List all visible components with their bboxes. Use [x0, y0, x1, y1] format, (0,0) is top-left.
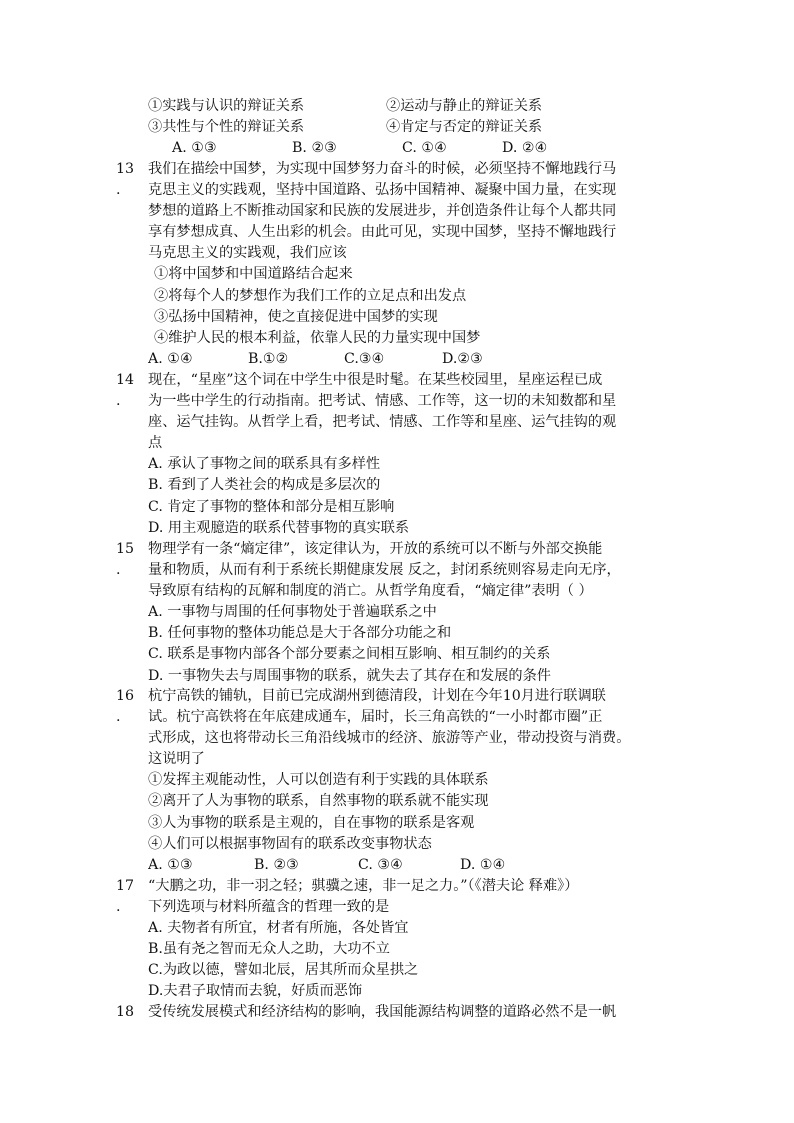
- answer-a: A. ①④: [148, 350, 193, 367]
- question-body: [148, 686, 680, 876]
- question-number: 15 .: [116, 541, 135, 579]
- option-item: ①发挥主观能动性，人可以创造有利于实践的具体联系: [148, 772, 489, 789]
- q12-item-2: ②运动与静止的辩证关系: [386, 98, 543, 114]
- option-item: ③人为事物的联系是主观的，自在事物的联系是客观: [148, 814, 475, 831]
- question-body: [148, 370, 680, 539]
- option-c: C.为政以德，譬如北辰，居其所而众星拱之: [148, 962, 419, 979]
- stem-line: 式形成，这也将带动长三角沿线城市的经济、旅游等产业，带动投资与消费。: [148, 730, 631, 747]
- answer-c: C.③④: [344, 350, 385, 367]
- answer-c: C. ③④: [358, 856, 403, 873]
- option-b: B. 看到了人类社会的构成是多层次的: [148, 477, 381, 494]
- option-item: ②离开了人为事物的联系，自然事物的联系就不能实现: [148, 793, 489, 810]
- answer-b: B. ②③: [254, 856, 299, 873]
- stem-line: 现在，“星座”这个词在中学生中很是时髦。在某些校园里，星座运程已成: [148, 372, 603, 388]
- question-number: 13 .: [116, 161, 135, 199]
- stem-line: 下列选项与材料所蕴含的哲理一致的是: [148, 899, 390, 916]
- stem-line: 我们在描绘中国梦，为实现中国梦努力奋斗的时候，必须坚持不懈地践行马: [148, 161, 617, 177]
- option-item: ③弘扬中国精神，使之直接促进中国梦的实现: [154, 308, 438, 325]
- stem-line: 梦想的道路上不断推动国家和民族的发展进步，并创造条件让每个人都共同: [148, 203, 617, 220]
- question-body: [148, 876, 680, 1003]
- option-item: ①将中国梦和中国道路结合起来: [154, 266, 353, 283]
- stem-line: 杭宁高铁的铺轨，目前已完成湖州到德清段，计划在今年10月进行联调联: [148, 688, 606, 704]
- option-item: ④维护人民的根本利益，依靠人民的力量实现中国梦: [154, 329, 481, 346]
- answer-d: D. ①④: [460, 856, 506, 873]
- q12-items-row-2: [148, 117, 678, 138]
- option-c: C. 肯定了事物的整体和部分是相互影响: [148, 498, 395, 515]
- q12-item-3: ③共性与个性的辩证关系: [148, 119, 305, 136]
- stem-line: 受传统发展模式和经济结构的影响，我国能源结构调整的道路必然不是一帆: [148, 1004, 617, 1020]
- question-number: 18: [116, 1004, 135, 1020]
- answer-a: A. ①③: [148, 856, 193, 873]
- q12-answer-d: D. ②④: [502, 140, 548, 157]
- question-number: 14 .: [116, 372, 135, 410]
- stem-line: 这说明了: [148, 751, 205, 768]
- question-body: [148, 539, 680, 687]
- option-b: B. 任何事物的整体功能总是大于各部分功能之和: [148, 625, 452, 642]
- stem-line: 享有梦想成真、人生出彩的机会。由此可见，实现中国梦，坚持不懈地践行: [148, 224, 617, 241]
- option-a: A. 一事物与周围的任何事物处于普遍联系之中: [148, 604, 437, 621]
- option-a: A. 承认了事物之间的联系具有多样性: [148, 456, 381, 473]
- option-item: ④人们可以根据事物固有的联系改变事物状态: [148, 835, 432, 852]
- stem-line: 座、运气挂钩。从哲学上看，把考试、情感、工作等和星座、运气挂钩的观: [148, 414, 617, 431]
- option-item: ②将每个人的梦想作为我们工作的立足点和出发点: [154, 287, 467, 304]
- option-d: D. 一事物失去与周围事物的联系，就失去了其存在和发展的条件: [148, 667, 551, 684]
- stem-line: 克思主义的实践观，坚持中国道路、弘扬中国精神、凝聚中国力量，在实现: [148, 182, 617, 199]
- q12-answer-c: C. ①④: [402, 140, 447, 157]
- q12-tail: [148, 96, 678, 159]
- q12-answer-row: [148, 138, 678, 159]
- q12-items-row-1: [148, 96, 678, 117]
- question-body: [148, 1002, 680, 1023]
- q12-item-4: ④肯定与否定的辩证关系: [386, 119, 543, 136]
- stem-line: “大鹏之功，非一羽之轻；骐骥之速，非一足之力。”（《潜夫论 释难》）: [148, 878, 579, 894]
- q12-answer-b: B. ②③: [292, 140, 337, 157]
- stem-line: 点: [148, 435, 163, 452]
- option-c: C. 联系是事物内部各个部分要素之间相互影响、相互制约的关系: [148, 646, 551, 663]
- option-a: A. 夫物者有所宜，材者有所施，各处皆宜: [148, 920, 409, 937]
- question-number: 17 .: [116, 878, 135, 916]
- answer-b: B.①②: [248, 350, 289, 367]
- answer-row: [148, 349, 680, 370]
- option-d: D. 用主观臆造的联系代替事物的真实联系: [148, 519, 410, 536]
- answer-d: D.②③: [442, 350, 483, 367]
- question-number: 16 .: [116, 688, 135, 726]
- q12-answer-a: A. ①③: [172, 140, 217, 157]
- option-b: B.虽有尧之智而无众人之助，大功不立: [148, 941, 390, 958]
- stem-line: 为一些中学生的行动指南。把考试、情感、工作等，这一切的未知数都和星: [148, 393, 617, 410]
- q12-item-1: ①实践与认识的辩证关系: [148, 98, 305, 114]
- option-d: D.夫君子取情而去貌，好质而恶饰: [148, 983, 363, 1000]
- answer-row: [148, 855, 680, 876]
- stem-line: 导致原有结构的瓦解和制度的消亡。从哲学角度看，“熵定律”表明（ ）: [148, 583, 593, 600]
- stem-line: 量和物质，从而有利于系统长期健康发展 反之，封闭系统则容易走向无序，: [148, 562, 621, 579]
- question-body: [148, 159, 680, 370]
- stem-line: 马克思主义的实践观，我们应该: [148, 245, 347, 262]
- stem-line: 试。杭宁高铁将在年底建成通车，届时，长三角高铁的“一小时都市圈”正: [148, 709, 603, 726]
- stem-line: 物理学有一条“熵定律”，该定律认为，开放的系统可以不断与外部交换能: [148, 541, 603, 557]
